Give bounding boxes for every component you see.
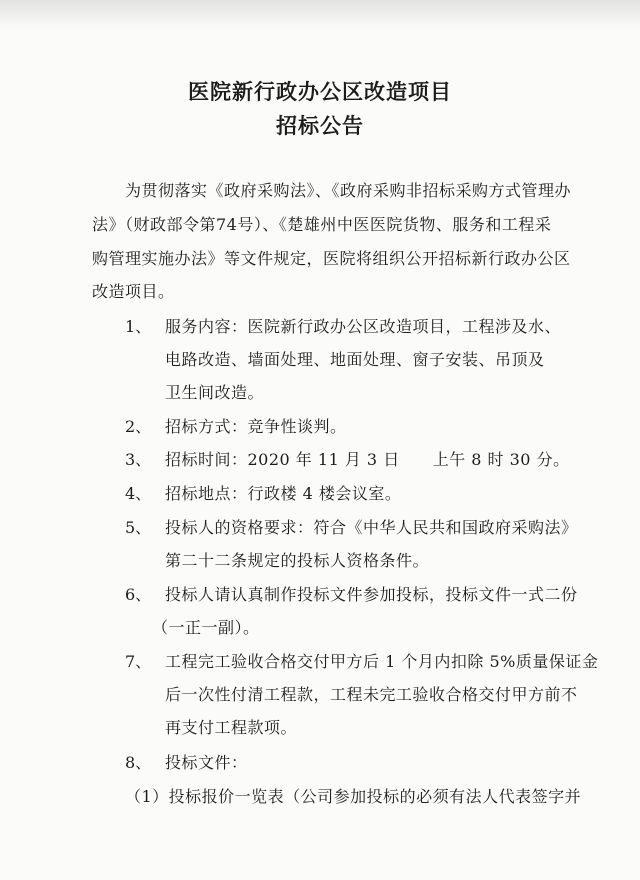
item-text: 第二十二条规定的投标人资格条件。 [165,551,430,570]
item-text: 电路改造、墙面处理、地面处理、窗子安装、吊顶及 [165,350,545,369]
item-text: 卫生间改造。 [165,383,265,402]
item-text: 工程完工验收合格交付甲方后 1 个月内扣除 5%质量保证金 [165,652,599,671]
intro-line: 购管理实施办法》等文件规定，医院将组织公开招标新行政办公区 [92,249,571,268]
item-number: 6、 [125,585,152,604]
item-number: 4、 [125,484,152,503]
document-subtitle: 招标公告 [276,113,364,138]
item-text: 投标文件： [165,753,248,772]
item-text: 投标人的资格要求：符合《中华人民共和国政府采购法》 [165,518,578,537]
item-text: 投标人请认真制作投标文件参加投标，投标文件一式二份 [165,585,578,604]
item-text: 后一次性付清工程款，工程未完工验收合格交付甲方前不 [165,685,578,704]
item-number: 7、 [125,652,152,671]
sub-item-text: （1）投标报价一览表（公司参加投标的必须有法人代表签字并 [125,787,582,806]
document-title: 医院新行政办公区改造项目 [188,79,452,104]
item-number: 3、 [125,450,152,469]
intro-line: 为贯彻落实《政府采购法》、《政府采购非招标采购方式管理办 [125,181,572,200]
item-text: 招标地点：行政楼 4 楼会议室。 [165,484,402,503]
item-text: 服务内容：医院新行政办公区改造项目，工程涉及水、 [165,317,562,336]
item-number: 1、 [125,317,152,336]
item-number: 2、 [125,417,152,436]
intro-line: 法》（财政部令第74号）、《楚雄州中医医院货物、服务和工程采 [92,215,552,234]
item-number: 8、 [125,753,152,772]
item-text: 招标方式：竞争性谈判。 [165,417,347,436]
intro-line: 改造项目。 [92,282,175,301]
item-text: 招标时间：2020 年 11 月 3 日 上午 8 时 30 分。 [165,450,570,469]
item-text: 再支付工程款项。 [165,718,298,737]
item-text: （一正一副）。 [152,618,260,637]
item-number: 5、 [125,518,152,537]
